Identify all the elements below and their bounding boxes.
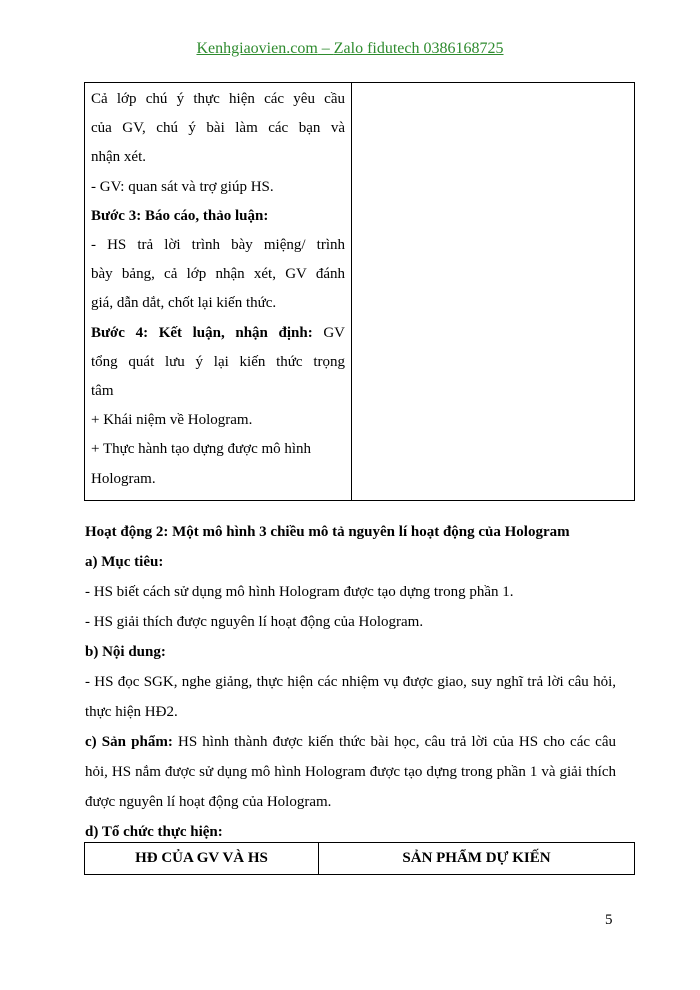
left-cell-line bbox=[91, 289, 345, 318]
bottom-activity-table bbox=[84, 842, 635, 875]
left-cell-line bbox=[91, 202, 345, 231]
line-text: - GV: quan sát và trợ giúp HS. bbox=[91, 178, 274, 195]
top-table-left-cell bbox=[85, 83, 352, 501]
section-title: Hoạt động 2: Một mô hình 3 chiều mô tả nguyên lí hoạt động của Hologram bbox=[85, 524, 570, 540]
left-cell-line bbox=[91, 114, 345, 143]
product-paragraph bbox=[85, 727, 616, 817]
step-heading: Bước 3: Báo cáo, thảo luận: bbox=[91, 207, 269, 224]
line-text: Cả lớp chú ý thực hiện các yêu cầu bbox=[91, 91, 345, 107]
left-cell-line bbox=[91, 465, 345, 494]
line-text: giá, dẫn dắt, chốt lại kiến thức. bbox=[91, 295, 277, 312]
line-text: GV bbox=[312, 324, 345, 341]
left-cell-line bbox=[91, 231, 345, 260]
objective-heading: a) Mục tiêu: bbox=[85, 554, 164, 570]
line-text: - HS trả lời trình bày miệng/ trình bbox=[91, 237, 345, 254]
page-header bbox=[0, 40, 700, 58]
step-heading: Bước 4: Kết luận, nhận định: bbox=[91, 324, 313, 341]
header-zalo: Zalo fidutech 0386168725 bbox=[333, 40, 504, 57]
line-text: bày bảng, cả lớp nhận xét, GV đánh bbox=[91, 266, 345, 283]
line-text: tổng quát lưu ý lại kiến thức trọng bbox=[91, 353, 345, 370]
column-header-product: SẢN PHẨM DỰ KIẾN bbox=[319, 843, 635, 875]
section-content bbox=[85, 517, 616, 847]
line-text: của GV, chú ý bài làm các bạn và bbox=[91, 120, 345, 137]
left-cell-line bbox=[91, 173, 345, 202]
line-text: + Thực hành tạo dựng được mô hình bbox=[91, 441, 312, 458]
left-cell-line bbox=[91, 143, 345, 172]
header-site: Kenhgiaovien.com bbox=[196, 40, 318, 57]
objective-item-2: - HS giải thích được nguyên lí hoạt động của Hologram. bbox=[85, 614, 424, 630]
organization-heading: d) Tổ chức thực hiện: bbox=[85, 824, 223, 840]
column-header-activity: HĐ CỦA GV VÀ HS bbox=[85, 843, 319, 875]
left-cell-line bbox=[91, 85, 345, 114]
left-cell-line bbox=[91, 348, 345, 377]
left-cell-line bbox=[91, 260, 345, 289]
top-activity-table bbox=[84, 82, 635, 501]
top-table-right-cell bbox=[352, 83, 635, 501]
page-number: 5 bbox=[605, 912, 613, 928]
left-cell-line bbox=[91, 435, 345, 464]
header-separator: – bbox=[317, 40, 334, 57]
product-heading: c) Sản phẩm: bbox=[85, 734, 173, 750]
left-cell-line bbox=[91, 406, 345, 435]
left-cell-line bbox=[91, 377, 345, 406]
content-text: - HS đọc SGK, nghe giảng, thực hiện các nhiệm vụ được giao, suy nghĩ trả lời câu hỏi, thực hiện HĐ2. bbox=[85, 674, 616, 720]
product-text: HS hình thành được kiến thức bài học, câu trả lời của HS cho các câu hỏi, HS nắm được sử dụng mô hình Hologram được tạo dựng trong phần 1 và giải thích được nguyên lí hoạt động của Hologram. bbox=[85, 734, 616, 810]
line-text: Hologram. bbox=[91, 470, 156, 487]
line-text: tâm bbox=[91, 383, 114, 400]
objective-item-1: - HS biết cách sử dụng mô hình Hologram được tạo dựng trong phần 1. bbox=[85, 584, 514, 600]
left-cell-line bbox=[91, 319, 345, 348]
line-text: nhận xét. bbox=[91, 149, 146, 166]
content-heading: b) Nội dung: bbox=[85, 644, 166, 660]
line-text: + Khái niệm về Hologram. bbox=[91, 412, 253, 429]
